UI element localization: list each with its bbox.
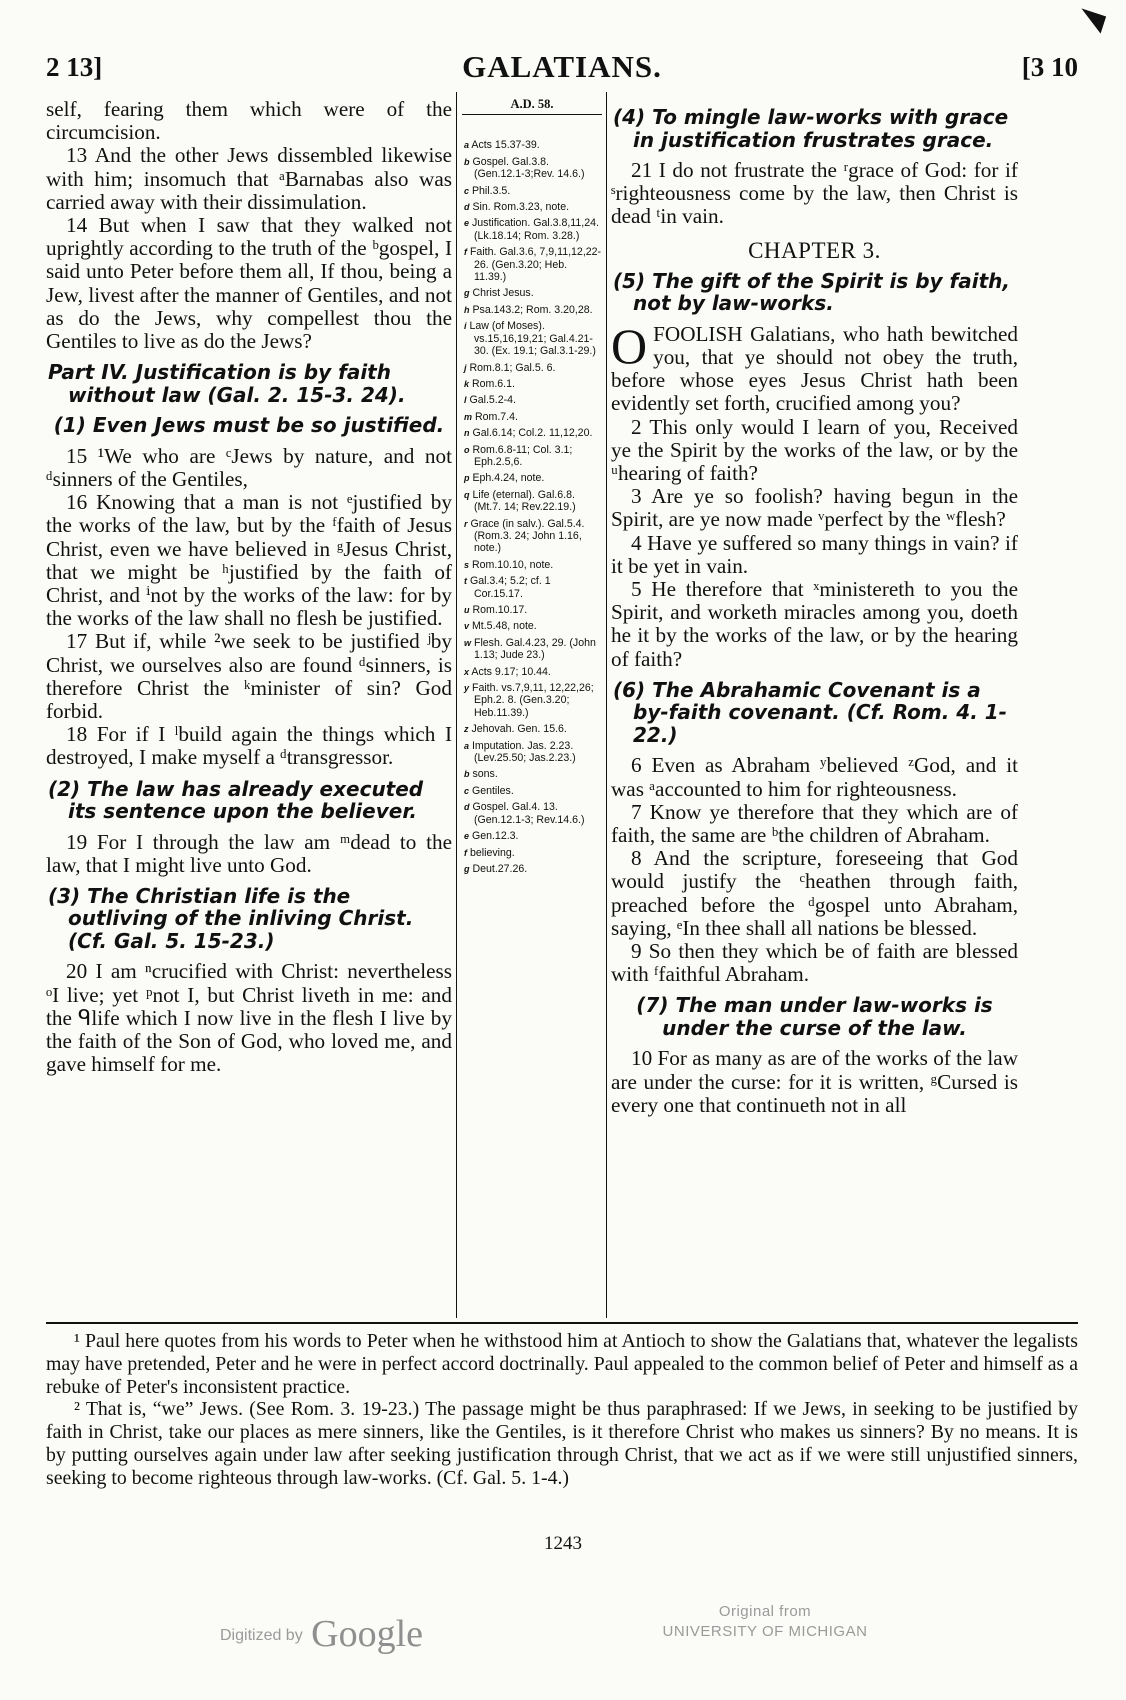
section-heading: (6) The Abrahamic Covenant is a by-faith covenant. (Cf. Rom. 4. 1-22.) [613,677,1007,747]
margin-reference [464,472,602,484]
digitized-by-label: Digitized by [220,1627,303,1644]
margin-reference [464,604,602,616]
reference-mark: g [464,288,470,299]
column-divider-right [606,92,607,1318]
reference-mark: v [464,621,470,632]
margin-reference [464,559,602,571]
margin-reference [464,620,602,632]
verse-paragraph: 19 For I through the law am ᵐdead to the law, that I might live unto God. [46,829,452,877]
margin-reference [464,139,602,151]
section-heading: (1) Even Jews must be so justified. [53,413,445,438]
reference-mark: b [464,156,470,167]
margin-reference [464,863,602,875]
chapter-heading: CHAPTER 3. [748,237,881,263]
reference-mark: a [464,740,470,751]
reference-mark: o [464,444,470,455]
reference-text: Sin. Rom.3.23, note. [472,201,570,214]
verse-paragraph: 14 But when I saw that they walked not uprightly according to the truth of the ᵇgospel, I said unto Peter before them all, If thou, being a Jew, livest after the manner of Gentiles, and not as do the Jews, why compellest thou the Gentiles to live as do the Jews? [46,213,452,354]
margin-reference [464,489,602,514]
verse-paragraph: 10 For as many as are of the works of the law are under the curse: for it is written, ᵍCursed is every one that continueth not in all [611,1046,1018,1117]
margin-reference [464,304,602,316]
reference-text: Rom.8.1; Gal.5. 6. [469,361,556,374]
date-label: A.D. 58. [462,98,602,115]
reference-text: Gal.6.14; Col.2. 11,12,20. [472,427,593,440]
margin-references-column [462,98,602,1318]
reference-text: Life (eternal). Gal.6.8. (Mt.7. 14; Rev.22.19.) [472,488,576,514]
margin-reference [464,156,602,181]
margin-reference [464,637,602,662]
reference-text: Psa.143.2; Rom. 3.20,28. [472,303,593,316]
margin-reference [464,427,602,439]
drop-cap: O [611,317,648,374]
margin-reference [464,394,602,406]
reference-text: Gentiles. [471,784,514,797]
margin-reference [464,444,602,469]
verse-paragraph: 8 And the scripture, foreseeing that God would justify the ᶜheathen through faith, preached before the ᵈgospel unto Abraham, saying, ᵉIn thee shall all nations be blessed. [611,846,1018,940]
margin-reference [464,682,602,719]
margin-reference [464,518,602,555]
section-heading: Part IV. Justification is by faith without law (Gal. 2. 15-3. 24). [48,360,406,407]
verse-paragraph: 21 I do not frustrate the ʳgrace of God: for if ˢrighteousness come by the law, then Christ is dead ᵗin vain. [611,158,1018,229]
verse-text: FOOLISH Galatians, who hath bewitched you, that ye should not obey the truth, before whose eyes Jesus Christ hath been evidently set forth, crucified among you? [611,321,1018,416]
margin-reference [464,320,602,357]
reference-text: believing. [469,846,515,859]
google-logo: Google [311,1613,424,1655]
footnotes [46,1330,1078,1490]
reference-text: Faith. vs.7,9,11, 12,22,26; Eph.2. 8. (Gen.3.20; Heb.11.39.) [471,682,594,719]
verse-paragraph: 17 But if, while ²we seek to be justified ʲby Christ, we ourselves also are found ᵈsinners, is therefore Christ the ᵏminister of sin? God forbid. [46,629,452,723]
margin-reference [464,801,602,826]
reference-mark: x [464,666,470,677]
footnote: ¹ Paul here quotes from his words to Peter when he withstood him at Antioch to show the Galatians that, whatever the legalists may have pretended, Peter and he were in perfect accord doctrinally. Paul appealed to the common belief of Peter and himself as a rebuke of Peter's inconsistent practice. [46,1330,1078,1398]
reference-mark: e [464,831,470,842]
margin-reference [464,201,602,213]
reference-mark: q [464,489,470,500]
reference-mark: j [464,362,467,373]
reference-text: Gospel. Gal.3.8. (Gen.12.1-3;Rev. 14.6.) [472,155,585,181]
reference-mark: w [464,637,472,648]
reference-mark: f [464,247,467,258]
reference-text: Justification. Gal.3.8,11,24. (Lk.18.14; Rom. 3.28.) [471,217,599,242]
margin-reference [464,411,602,423]
reference-text: Gal.5.2-4. [469,394,516,407]
reference-mark: g [464,863,470,874]
margin-reference [464,185,602,197]
reference-text: Gen.12.3. [471,830,519,843]
verse-paragraph: 6 Even as Abraham ʸbelieved ᶻGod, and it was ᵃaccounted to him for righteousness. [611,753,1018,801]
margin-reference [464,723,602,735]
reference-mark: h [464,304,470,315]
verse-paragraph: 4 Have ye suffered so many things in vain? if it be yet in vain. [611,530,1018,578]
reference-text: Acts 9.17; 10.44. [471,665,551,678]
margin-reference [464,847,602,859]
column-divider-left [456,92,457,1318]
reference-mark: b [464,769,470,780]
verse-paragraph: 5 He therefore that ˣministereth to you the Spirit, and worketh miracles among you, doeth he it by the works of the law, or by the hearing of faith? [611,577,1018,671]
margin-reference [464,830,602,842]
reference-text: Phil.3.5. [471,184,511,197]
verse-paragraph: 16 Knowing that a man is not ᵉjustified by the works of the law, but by the ᶠfaith of Jesus Christ, even we have believed in ᵍJesus Christ, that we might be ʰjustified by the faith of Christ, and ⁱnot by the works of the law: for by the works of the law shall no flesh be justified. [46,490,452,631]
reference-text: Eph.4.24, note. [472,472,545,485]
margin-reference [464,666,602,678]
reference-mark: d [464,202,470,213]
reference-text: Jehovah. Gen. 15.6. [471,723,567,736]
footnote: ² That is, “we” Jews. (See Rom. 3. 19-23.) The passage might be thus paraphrased: If we Jews, in seeking to be justified by faith in Christ, take our places as mere sinners, like the Gentiles, is it therefore Christ who makes us sinners? By no means. It is by putting ourselves again under law after seeking justification through Christ, that we act as if we were still unjustified sinners, seeking to become righteous through law-works. (Cf. Gal. 5. 1-4.) [46,1398,1078,1489]
page-number: 1243 [544,1533,582,1554]
reference-text: Rom.6.8-11; Col. 3.1; Eph.2.5,6. [472,443,573,468]
reference-mark: n [464,428,470,439]
reference-text: Deut.27.26. [472,862,528,875]
book-title: GALATIANS. [462,49,662,84]
reference-mark: p [464,473,470,484]
original-from-label: Original from [718,1603,812,1620]
reference-mark: a [464,140,470,151]
margin-reference [464,575,602,600]
reference-text: Gospel. Gal.4. 13. (Gen.12.1-3; Rev.14.6.) [472,801,585,826]
reference-text: Mt.5.48, note. [471,620,537,633]
right-text-column [611,98,1018,1318]
reference-mark: y [464,683,470,694]
verse-paragraph: 15 ¹We who are ᶜJews by nature, and not ᵈsinners of the Gentiles, [46,443,452,491]
reference-mark: k [464,378,470,389]
margin-reference [464,362,602,374]
section-heading: (5) The gift of the Spirit is by faith, not by law-works. [613,268,1011,316]
reference-mark: d [464,802,470,813]
left-text-column [46,98,452,1318]
reference-mark: m [464,411,473,422]
margin-reference [464,768,602,780]
reference-mark: l [464,395,467,406]
footnote-divider [46,1322,1078,1324]
reference-text: Rom.6.1. [471,377,515,390]
digitized-by-watermark [220,1612,423,1656]
header-right-ref: [3 10 [1021,51,1078,82]
university-label: UNIVERSITY OF MICHIGAN [662,1623,868,1640]
section-heading: (7) The man under law-works is under the curse of the law. [636,993,993,1040]
verse-paragraph: 18 For if I ˡbuild again the things which I destroyed, I make myself a ᵈtransgressor. [46,722,452,770]
reference-text: Law (of Moses). vs.15,16,19,21; Gal.4.21-30. (Ex. 19.1; Gal.3.1-29.) [469,320,596,358]
original-from-watermark [640,1602,890,1642]
reference-mark: c [464,185,470,196]
reference-mark: c [464,785,470,796]
verse-paragraph: 13 And the other Jews dissembled likewise with him; insomuch that ᵃBarnabas also was carried away with their dissimulation. [46,143,452,214]
reference-text: Rom.7.4. [474,410,518,423]
reference-mark: f [464,847,467,858]
reference-text: Imputation. Jas. 2.23. (Lev.25.50; Jas.2.23.) [471,739,576,765]
reference-text: Flesh. Gal.4.23, 29. (John 1.13; Jude 23.) [473,636,596,662]
margin-reference [464,246,602,283]
margin-reference [464,287,602,299]
reference-text: Gal.3.4; 5.2; cf. 1 Cor.15.17. [469,575,551,600]
section-heading: (4) To mingle law-works with grace in justification frustrates grace. [613,105,1009,152]
verse-paragraph: 20 I am ⁿcrucified with Christ: nevertheless ᵒI live; yet ᵖnot I, but Christ liveth in me: and the ᑫlife which I now live in the flesh I live by the faith of the Son of God, who loved me, and gave himself for me. [46,959,452,1077]
corner-arrow-icon [1076,8,1106,33]
header-left-ref: 2 13] [46,51,103,82]
reference-text: Rom.10.17. [472,604,528,616]
reference-mark: r [464,518,468,529]
reference-mark: i [464,321,467,332]
verse-paragraph: 9 So then they which be of faith are blessed with ᶠfaithful Abraham. [611,938,1018,987]
verse-paragraph: self, fearing them which were of the circumcision. [46,98,452,145]
reference-text: Christ Jesus. [472,287,534,300]
reference-text: Rom.10.10, note. [471,558,554,571]
reference-mark: e [464,218,470,229]
reference-list [462,139,602,875]
margin-reference [464,217,602,242]
reference-text: Faith. Gal.3.6, 7,9,11,12,22-26. (Gen.3.20; Heb. 11.39.) [469,246,602,284]
verse-paragraph: 7 Know ye therefore that they which are of faith, the same are ᵇthe children of Abraham. [611,799,1018,847]
margin-reference [464,740,602,765]
reference-text: Grace (in salv.). Gal.5.4. (Rom.3. 24; John 1.16, note.) [470,517,585,555]
section-heading: (2) The law has already executed its sentence upon the believer. [48,776,424,824]
running-header [46,46,1078,88]
margin-reference [464,378,602,390]
section-heading: (3) The Christian life is the outliving of the inliving Christ. (Cf. Gal. 5. 15-23.) [48,883,414,953]
reference-mark: z [464,724,469,735]
reference-text: sons. [472,768,498,781]
verse-paragraph: 3 Are ye so foolish? having begun in the Spirit, are ye now made ᵛperfect by the ʷflesh? [611,484,1018,532]
reference-mark: t [464,576,467,587]
verse-paragraph [611,317,1018,416]
margin-reference [464,785,602,797]
reference-mark: s [464,559,470,570]
verse-paragraph: 2 This only would I learn of you, Received ye the Spirit by the works of the law, or by the ᵘhearing of faith? [611,414,1018,486]
scan-footer [0,1580,1126,1670]
reference-mark: u [464,605,470,615]
reference-text: Acts 15.37-39. [471,139,540,152]
